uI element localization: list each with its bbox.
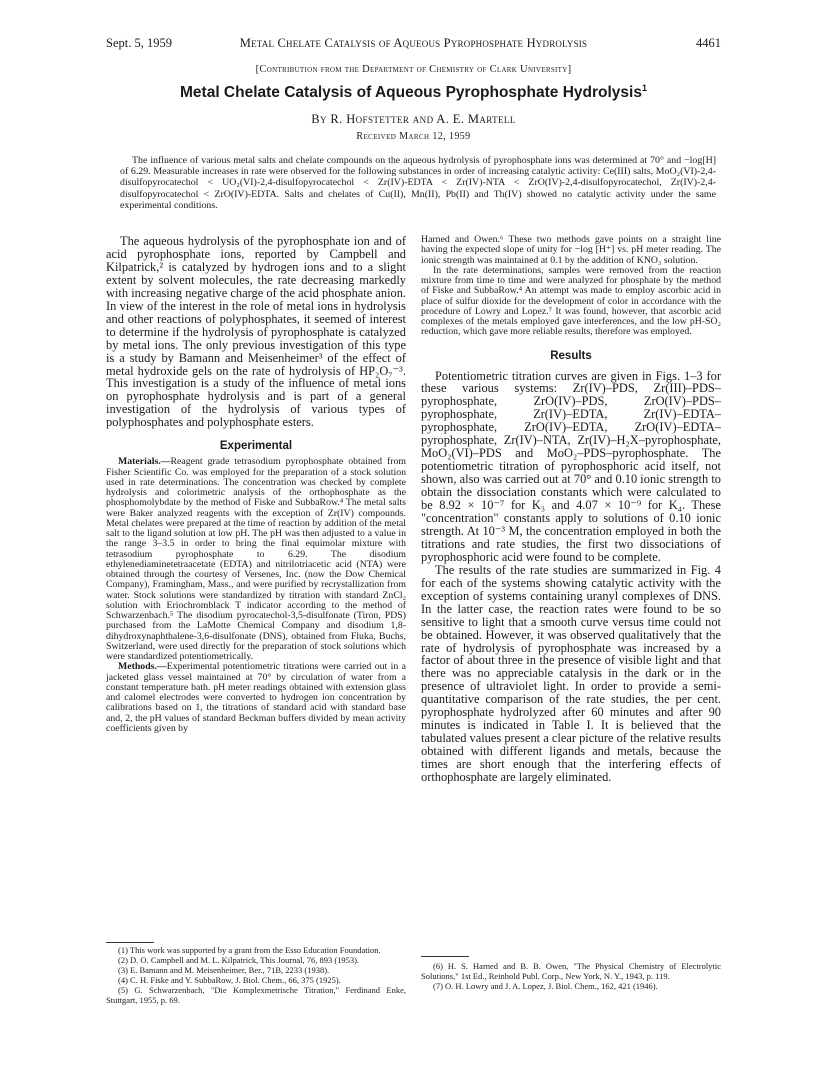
article-title-text: Metal Chelate Catalysis of Aqueous Pyrophosphate Hydrolysis <box>180 84 642 102</box>
intro-paragraph: The aqueous hydrolysis of the pyrophosphate ion and of acid pyrophosphate ions, reported by Campbell and Kilpatrick,² is catalyzed by hydrogen ions and to a slight extent by solvent molecules, the rate decreasing markedly with increasing negative charge of the acid phosphate anion. In view of the interest in the role of metal ions in hydrolysis and other reactions of polyphosphates, it seemed of interest to determine if the hydrolysis of pyrophosphate is catalyzed by metal ions. The only previous investigation of this type is a study by Bamann and Meisenheimer³ of the effect of metal hydroxide gels on the rate of hydrolysis of HP₂O₇⁻³. This investigation is a study of the influence of metal ions on pyrophosphate hydrolysis and is part of a general investigation of the hydrolysis of various types of polyphosphates and polyphosphate esters. <box>106 234 406 430</box>
results-paragraph-1: Potentiometric titration curves are given in Figs. 1–3 for these various systems: Zr(IV)–PDS, Zr(III)–PDS–pyrophosphate, ZrO(IV)–PDS, ZrO(IV)–PDS–pyrophosphate, Zr(IV)–EDTA, Zr(IV)–EDTA–pyrophosphate, ZrO(IV)–EDTA, ZrO(IV)–EDTA–pyrophosphate, Zr(IV)–NTA, Zr(IV)–H₂X–pyrophosphate, MoO₂(VI)–PDS and MoO₂–PDS–pyrophosphate. The potentiometric titration of pyrophosphoric acid itself, not shown, also was carried out at 70° and 0.10 ionic strength to obtain the dissociation constants which were calculated to be 8.92 × 10⁻⁷ for K₃ and 4.07 × 10⁻⁹ for K₄. These "concentration" constants apply to solutions of 0.10 ionic strength. At 10⁻³ M, the concentration employed in both the titrations and rate studies, the first two dissociations of pyrophosphoric acid were found to be complete. <box>421 368 721 564</box>
footnote-6: (6) H. S. Harned and B. B. Owen, "The Physical Chemistry of Electrolytic Solutions," 1st Ed., Reinhold Publ. Corp., New York, N. Y., 1943, p. 119. <box>421 961 721 981</box>
right-footnote-rule <box>421 956 469 957</box>
running-header <box>106 36 721 52</box>
left-column <box>106 235 406 734</box>
results-paragraph-2: The results of the rate studies are summarized in Fig. 4 for each of the systems showing catalytic activity with the exception of systems containing uranyl complexes of DNS. In the latter case, the reaction rates were found to be so sensitive to light that a smooth curve versus time could not be obtained. However, it was observed qualitatively that the rate of hydrolysis of pyrophosphate was increased by a factor of about three in the presence of visible light and that there was no appreciable catalysis in the dark or in the presence of ultraviolet light. In order to provide a semi-quantitative comparison of the rate studies, the per cent. pyrophosphate hydrolyzed after 60 minutes and after 90 minutes is indicated in Table I. It is believed that the tabulated values present a clear picture of the relative results obtained with different ligands and metals, because the times are short enough that the interfering effects of orthophosphate are largely eliminated. <box>421 562 721 785</box>
page-number: 4461 <box>696 36 721 50</box>
methods-paragraph <box>106 662 406 734</box>
running-title: Metal Chelate Catalysis of Aqueous Pyrophosphate Hydrolysis <box>239 36 588 50</box>
footnote-1: (1) This work was supported by a grant from the Esso Education Foundation. <box>118 945 381 955</box>
footnote-2: (2) D. O. Campbell and M. L. Kilpatrick, This Journal, 76, 893 (1953). <box>118 954 360 965</box>
methods-text: Experimental potentiometric titrations were carried out in a jacketed glass vessel maintained at 70° by circulation of water from a constant temperature bath. pH meter readings obtained with extension glass and calomel electrodes were converted to hydrogen ion concentration by calibrations based on 1, the titrations of standard acid with standard base and, 2, the pH values of standard Beckman buffers divided by mean activity coefficients given by <box>106 661 406 734</box>
materials-runin: Materials.— <box>118 456 171 468</box>
calibration-continued: Harned and Owen.⁶ These two methods gave points on a straight line having the expected slope of unity for −log [H⁺] vs. pH meter reading. The ionic strength was maintained at 0.1 by the addition of KNO₃ solution. <box>421 234 721 266</box>
abstract: The influence of various metal salts and chelate compounds on the aqueous hydrolysis of pyrophosphate ions was determined at 70° and −log[H] of 6.29. Measurable increases in rate were observed for the following substances in order of increasing catalytic activity: Ce(III) salts, MoO₂(VI)-2,4-disulfopyrocatechol < UO₂(VI)-2,4-disulfopyrocatechol < Zr(IV)-EDTA < Zr(IV)-NTA < ZrO(IV)-2,4-disulfopyrocatechol, Zr(IV)-2,4-disulfopyrocatechol < ZrO(IV)-EDTA. Salts and chelates of Cu(II), Mn(II), Pb(II) and Th(IV) showed no catalytic activity under the same experimental conditions. <box>120 155 716 211</box>
right-footnotes <box>421 962 721 992</box>
article-title <box>0 83 827 102</box>
footnote-7: (7) O. H. Lowry and J. A. Lopez, J. Biol. Chem., 162, 421 (1946). <box>433 980 658 991</box>
footnote-rule <box>106 942 154 943</box>
rate-paragraph: In the rate determinations, samples were removed from the reaction mixture from time to time and were analyzed for phosphate by the method of Fiske and SubbaRow.⁴ An attempt was made to employ ascorbic acid in place of sulfur dioxide for the development of color in accordance with the procedure of Lowry and Lopez.⁷ It was found, however, that ascorbic acid complexes of the metals employed gave interferences, and the low pH-SO₂ reduction, which gave more reliable results, therefore was employed. <box>421 264 721 338</box>
materials-paragraph <box>106 457 406 662</box>
issue-date: Sept. 5, 1959 <box>106 36 172 50</box>
footnote-3: (3) E. Bamann and M. Meisenheimer, Ber., 71B, 2233 (1938). <box>118 964 330 975</box>
right-column <box>421 235 721 784</box>
methods-runin: Methods.— <box>118 661 167 673</box>
materials-text: Reagent grade tetrasodium pyrophosphate obtained from Fisher Scientific Co. was employed for the preparation of a stock solution used in rate determinations. The concentration was checked by complete hydrolysis and colorimetric analysis of the orthophosphate as the phosphomolybdate by the method of Fiske and SubbaRow.⁴ The metal salts were Baker analyzed reagents with the exception of Zr(IV) compounds. Metal chelates were prepared at the time of reaction by addition of the metal salt to the ligand solution at low pH. The pH was then adjusted to a value in the range 3–3.5 in order to bring the final equimolar mixture with tetrasodium pyrophosphate to 6.29. The disodium ethylenediaminetetraacetate (EDTA) and nitrilotriacetic acid (NTA) were obtained through the courtesy of Versenes, Inc. (now the Dow Chemical Company), Framingham, Mass., and were purified by recrystallization from water. Stock solutions were standardized by titration with standard ZnCl₂ solution with Eriochromblack T indicator according to the method of Schwarzenbach.⁵ The disodium pyrocatechol-3,5-disulfonate (Tiron, PDS) purchased from the LaMotte Chemical Company and disodium 1,8-dihydroxynaphthalene-3,6-disulfonate (DNS), obtained from Fluka, Buchs, Switzerland, were used directly for the preparation of stock solutions which were standardized potentiometrically. <box>106 456 406 663</box>
received-date: Received March 12, 1959 <box>356 131 471 142</box>
author-line: By R. Hofstetter and A. E. Martell <box>311 112 516 126</box>
experimental-heading: Experimental <box>219 440 293 453</box>
footnote-5: (5) G. Schwarzenbach, "Die Komplexmetrische Titration," Ferdinand Enke, Stuttgart, 1955, p. 69. <box>106 984 406 1005</box>
left-footnotes <box>106 946 406 1005</box>
contribution-line: [Contribution from the Department of Chemistry of Clark University] <box>255 64 572 75</box>
title-footnote-mark: 1 <box>641 83 647 93</box>
results-heading: Results <box>550 349 592 362</box>
footnote-4: (4) C. H. Fiske and Y. SubbaRow, J. Biol. Chem., 66, 375 (1925). <box>118 974 341 985</box>
